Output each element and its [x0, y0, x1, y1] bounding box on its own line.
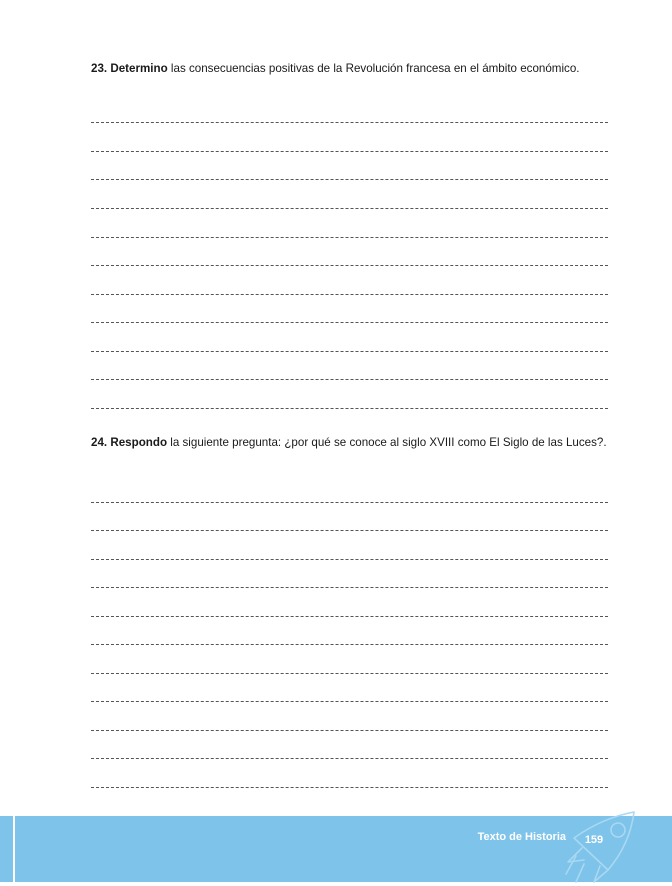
question-23-text: las consecuencias positivas de la Revolución francesa en el ámbito económico.: [167, 62, 580, 75]
question-24-text: la siguiente pregunta: ¿por qué se conoce al siglo XVIII como El Siglo de las Luces?.: [167, 436, 607, 449]
answer-line[interactable]: [91, 559, 608, 560]
answer-line[interactable]: [91, 730, 608, 731]
answer-line[interactable]: [91, 351, 608, 352]
question-24-verb: Respondo: [110, 436, 168, 449]
answer-line[interactable]: [91, 237, 608, 238]
answer-line[interactable]: [91, 294, 608, 295]
answer-line[interactable]: [91, 502, 608, 503]
answer-line[interactable]: [91, 322, 608, 323]
answer-line[interactable]: [91, 673, 608, 674]
answer-line[interactable]: [91, 587, 608, 588]
question-23: [91, 61, 651, 77]
answer-line[interactable]: [91, 179, 608, 180]
answer-line[interactable]: [91, 379, 608, 380]
answer-line[interactable]: [91, 787, 608, 788]
footer-edge-line: [13, 816, 15, 886]
answer-line[interactable]: [91, 151, 608, 152]
answer-line[interactable]: [91, 208, 608, 209]
page-number: 159: [584, 834, 604, 846]
answer-line[interactable]: [91, 758, 608, 759]
question-23-number: 23.: [91, 62, 108, 75]
answer-line[interactable]: [91, 616, 608, 617]
answer-line[interactable]: [91, 530, 608, 531]
answer-line[interactable]: [91, 701, 608, 702]
answer-line[interactable]: [91, 644, 608, 645]
footer-title: Texto de Historia: [477, 831, 566, 843]
question-23-verb: Determino: [110, 62, 168, 75]
answer-line[interactable]: [91, 265, 608, 266]
question-24-number: 24.: [91, 436, 108, 449]
answer-line[interactable]: [91, 122, 608, 123]
question-24: [91, 435, 651, 451]
answer-line[interactable]: [91, 408, 608, 409]
